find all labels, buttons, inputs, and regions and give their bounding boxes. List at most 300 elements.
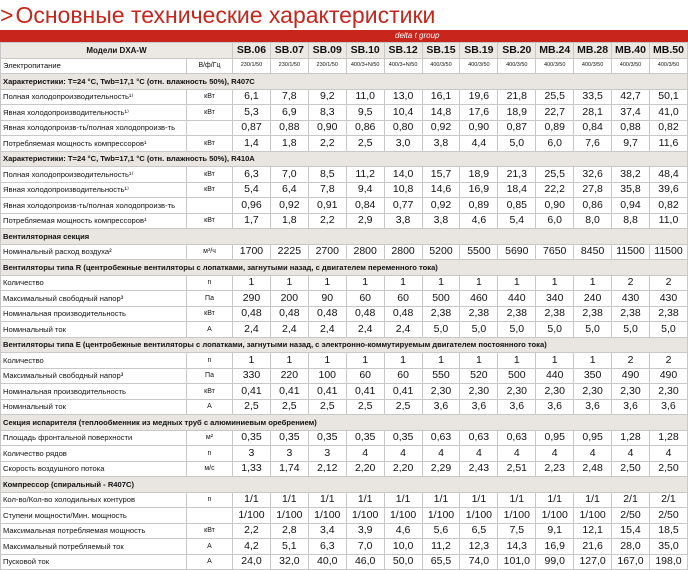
row-value: 7,8 (270, 89, 308, 105)
row-value: 430 (649, 291, 687, 307)
row-value: 3,9 (346, 523, 384, 539)
table-row (1, 120, 688, 136)
model-name: MB.24 (536, 43, 574, 59)
row-value: 2,23 (536, 461, 574, 477)
row-value: 2800 (346, 244, 384, 260)
row-value: 0,87 (233, 120, 271, 136)
row-value: 5,0 (612, 322, 650, 338)
row-value: 1 (384, 275, 422, 291)
row-value: 127,0 (574, 554, 612, 570)
model-name: SB.07 (270, 43, 308, 59)
section-title: Компрессор (спиральный - R407C) (1, 477, 688, 493)
row-value: 3 (308, 446, 346, 462)
row-value: 0,86 (574, 198, 612, 214)
model-name: SB.19 (460, 43, 498, 59)
row-value: 10,0 (384, 539, 422, 555)
row-value: 2/1 (612, 492, 650, 508)
row-value: 3 (233, 446, 271, 462)
row-label: Количество рядов (1, 446, 187, 462)
row-value: 28,0 (612, 539, 650, 555)
row-value: 0,85 (498, 198, 536, 214)
row-value: 1/1 (460, 492, 498, 508)
section-header-row (1, 229, 688, 245)
row-value: 240 (574, 291, 612, 307)
row-value: 2,30 (612, 384, 650, 400)
row-value: 39,6 (649, 182, 687, 198)
row-value: 0,41 (384, 384, 422, 400)
table-row (1, 492, 688, 508)
row-value: 1/1 (384, 492, 422, 508)
row-value: 38,2 (612, 167, 650, 183)
row-value: 101,0 (498, 554, 536, 570)
row-unit: кВт (187, 167, 233, 183)
row-value: 0,86 (346, 120, 384, 136)
row-value: 8450 (574, 244, 612, 260)
row-unit: кВт (187, 89, 233, 105)
row-value: 0,92 (270, 198, 308, 214)
row-unit: кВт (187, 105, 233, 121)
row-label: Количество (1, 353, 187, 369)
row-value: 1/100 (346, 508, 384, 524)
row-value: 0,41 (270, 384, 308, 400)
row-value: 90 (308, 291, 346, 307)
row-value: 0,95 (574, 430, 612, 446)
row-value: 0,48 (384, 306, 422, 322)
row-value: 2,38 (498, 306, 536, 322)
row-value: 5,4 (233, 182, 271, 198)
row-value: 3,6 (536, 399, 574, 415)
row-value: 2,29 (422, 461, 460, 477)
row-value: 440 (498, 291, 536, 307)
model-name: SB.20 (498, 43, 536, 59)
row-value: 99,0 (536, 554, 574, 570)
row-value: 1,4 (233, 136, 271, 152)
table-row (1, 368, 688, 384)
row-value: 1 (498, 275, 536, 291)
row-value: 2,4 (233, 322, 271, 338)
row-value: 5,0 (498, 322, 536, 338)
row-value: 7,0 (346, 539, 384, 555)
row-value: 0,63 (498, 430, 536, 446)
row-value: 4 (498, 446, 536, 462)
row-value: 8,5 (308, 167, 346, 183)
row-value: 2,30 (498, 384, 536, 400)
row-value: 5200 (422, 244, 460, 260)
section-header-row (1, 415, 688, 431)
row-label: Явная холодопроизв-ть/полная холодопроизв-ть (1, 120, 187, 136)
row-value: 0,41 (233, 384, 271, 400)
row-unit: А (187, 399, 233, 415)
row-value: 4 (346, 446, 384, 462)
row-label: Потребляемая мощность компрессоров¹ (1, 213, 187, 229)
row-value: 0,91 (308, 198, 346, 214)
row-value: 198,0 (649, 554, 687, 570)
row-value: 1 (498, 353, 536, 369)
table-row (1, 384, 688, 400)
row-value: 1 (574, 353, 612, 369)
row-value: 1 (346, 275, 384, 291)
row-value: 5500 (460, 244, 498, 260)
table-row (1, 167, 688, 183)
row-label: Номинальная производительность (1, 384, 187, 400)
row-value: 25,5 (536, 167, 574, 183)
row-value: 290 (233, 291, 271, 307)
row-unit: А (187, 554, 233, 570)
row-value: 4 (649, 446, 687, 462)
row-value: 2/50 (612, 508, 650, 524)
row-value: 2,30 (574, 384, 612, 400)
row-value: 3,0 (384, 136, 422, 152)
row-unit: В/ф/Гц (187, 58, 233, 74)
row-value: 440 (536, 368, 574, 384)
row-label: Ступени мощности/Мин. мощность (1, 508, 187, 524)
row-value: 0,95 (536, 430, 574, 446)
row-value: 8,0 (574, 213, 612, 229)
row-value: 490 (612, 368, 650, 384)
row-value: 1/1 (346, 492, 384, 508)
row-value: 0,41 (308, 384, 346, 400)
row-value: 2 (612, 353, 650, 369)
row-value: 4 (384, 446, 422, 462)
row-unit: А (187, 539, 233, 555)
row-value: 4 (422, 446, 460, 462)
model-name: MB.50 (649, 43, 687, 59)
table-row (1, 213, 688, 229)
row-value: 6,9 (270, 105, 308, 121)
row-value: 65,5 (422, 554, 460, 570)
row-value: 3,8 (384, 213, 422, 229)
row-value: 490 (649, 368, 687, 384)
row-value: 2,9 (346, 213, 384, 229)
supply-value: 230/1/50 (308, 58, 346, 74)
row-value: 3,6 (612, 399, 650, 415)
model-name: MB.40 (612, 43, 650, 59)
row-value: 4 (612, 446, 650, 462)
row-value: 27,8 (574, 182, 612, 198)
row-value: 2,12 (308, 461, 346, 477)
row-value: 32,6 (574, 167, 612, 183)
row-value: 14,3 (498, 539, 536, 555)
table-row (1, 322, 688, 338)
row-unit: м² (187, 430, 233, 446)
row-value: 3,4 (308, 523, 346, 539)
row-value: 60 (346, 368, 384, 384)
row-value: 1,8 (270, 136, 308, 152)
page-title (0, 0, 688, 30)
row-value: 35,0 (649, 539, 687, 555)
row-value: 0,63 (422, 430, 460, 446)
row-value: 1/100 (460, 508, 498, 524)
row-value: 15,4 (612, 523, 650, 539)
row-label: Максимальная потребляемая мощность (1, 523, 187, 539)
row-value: 1 (308, 353, 346, 369)
row-unit: кВт (187, 182, 233, 198)
supply-value: 400/3/50 (536, 58, 574, 74)
row-value: 167,0 (612, 554, 650, 570)
row-value: 11,0 (346, 89, 384, 105)
row-value: 9,4 (346, 182, 384, 198)
row-value: 15,7 (422, 167, 460, 183)
supply-value: 400/3/50 (498, 58, 536, 74)
spec-table (0, 42, 688, 570)
row-value: 4,6 (384, 523, 422, 539)
table-row (1, 399, 688, 415)
row-value: 3,6 (498, 399, 536, 415)
section-title: Секция испарителя (теплообменник из медных труб с алюминиевым оребрением) (1, 415, 688, 431)
row-value: 60 (384, 368, 422, 384)
section-header-row (1, 260, 688, 276)
row-value: 50,0 (384, 554, 422, 570)
row-value: 10,4 (384, 105, 422, 121)
section-title: Характеристики: T=24 °C, Twb=17,1 °C (отн. влажность 50%), R410A (1, 151, 688, 167)
row-unit (187, 198, 233, 214)
row-value: 40,0 (308, 554, 346, 570)
row-value: 1 (270, 353, 308, 369)
model-name: SB.06 (233, 43, 271, 59)
row-value: 340 (536, 291, 574, 307)
section-title: Вентиляторы типа E (центробежные вентиляторы с лопатками, загнутыми назад, с электронно-коммутируемым двигателем постоянного тока) (1, 337, 688, 353)
row-value: 0,35 (270, 430, 308, 446)
row-value: 7650 (536, 244, 574, 260)
supply-value: 400/3/50 (574, 58, 612, 74)
row-unit: n (187, 446, 233, 462)
row-value: 1700 (233, 244, 271, 260)
row-value: 11,2 (346, 167, 384, 183)
row-value: 0,35 (384, 430, 422, 446)
row-value: 1,74 (270, 461, 308, 477)
row-value: 16,9 (536, 539, 574, 555)
row-unit (187, 120, 233, 136)
row-value: 4 (460, 446, 498, 462)
row-value: 2700 (308, 244, 346, 260)
section-header-row (1, 151, 688, 167)
row-label: Полная холодопроизводительность¹⁾ (1, 89, 187, 105)
row-value: 1/100 (270, 508, 308, 524)
row-value: 4,2 (233, 539, 271, 555)
row-value: 0,82 (649, 120, 687, 136)
row-value: 0,80 (384, 120, 422, 136)
row-value: 2,5 (346, 399, 384, 415)
row-label: Номинальный ток (1, 322, 187, 338)
row-value: 520 (460, 368, 498, 384)
row-value: 1 (233, 353, 271, 369)
row-value: 0,88 (270, 120, 308, 136)
row-value: 50,1 (649, 89, 687, 105)
row-value: 1/1 (308, 492, 346, 508)
row-unit: кВт (187, 136, 233, 152)
row-value: 5,0 (460, 322, 498, 338)
row-value: 1/1 (536, 492, 574, 508)
row-value: 1/1 (574, 492, 612, 508)
row-value: 3,6 (422, 399, 460, 415)
row-value: 14,6 (422, 182, 460, 198)
row-value: 5,3 (233, 105, 271, 121)
row-value: 1/100 (498, 508, 536, 524)
row-value: 350 (574, 368, 612, 384)
row-value: 1/100 (233, 508, 271, 524)
row-value: 0,77 (384, 198, 422, 214)
row-label: Максимальный потребляемый ток (1, 539, 187, 555)
row-value: 2,38 (460, 306, 498, 322)
row-value: 1 (308, 275, 346, 291)
model-name: SB.12 (384, 43, 422, 59)
row-value: 5,0 (649, 322, 687, 338)
row-value: 0,48 (346, 306, 384, 322)
row-value: 11,0 (649, 213, 687, 229)
row-value: 21,8 (498, 89, 536, 105)
row-value: 1 (384, 353, 422, 369)
row-value: 14,0 (384, 167, 422, 183)
row-value: 2,30 (422, 384, 460, 400)
row-value: 22,2 (536, 182, 574, 198)
row-value: 21,3 (498, 167, 536, 183)
row-value: 200 (270, 291, 308, 307)
row-value: 0,84 (346, 198, 384, 214)
row-value: 1 (422, 353, 460, 369)
row-value: 3,8 (422, 213, 460, 229)
supply-value: 400/3+N/50 (346, 58, 384, 74)
row-value: 12,3 (460, 539, 498, 555)
row-value: 220 (270, 368, 308, 384)
row-value: 0,92 (422, 120, 460, 136)
row-label: Максимальный свободный напор³ (1, 368, 187, 384)
row-value: 7,0 (270, 167, 308, 183)
row-value: 2,5 (346, 136, 384, 152)
supply-value: 230/1/50 (233, 58, 271, 74)
row-value: 0,90 (536, 198, 574, 214)
row-value: 2,2 (233, 523, 271, 539)
title-text: Основные технические характеристики (15, 2, 436, 28)
row-value: 2,2 (308, 213, 346, 229)
row-value: 16,1 (422, 89, 460, 105)
row-value: 11,2 (422, 539, 460, 555)
row-value: 1 (574, 275, 612, 291)
row-value: 2,8 (270, 523, 308, 539)
supply-value: 400/3/50 (612, 58, 650, 74)
row-value: 6,3 (233, 167, 271, 183)
row-value: 16,9 (460, 182, 498, 198)
row-value: 0,96 (233, 198, 271, 214)
table-row (1, 554, 688, 570)
supply-row (1, 58, 688, 74)
row-unit: м/с (187, 461, 233, 477)
model-name: SB.10 (346, 43, 384, 59)
row-value: 0,89 (460, 198, 498, 214)
row-value: 42,7 (612, 89, 650, 105)
row-value: 10,8 (384, 182, 422, 198)
row-value: 2,51 (498, 461, 536, 477)
row-value: 9,1 (536, 523, 574, 539)
row-value: 0,35 (233, 430, 271, 446)
spec-table-body (1, 43, 688, 570)
row-value: 19,6 (460, 89, 498, 105)
table-row (1, 306, 688, 322)
supply-value: 400/3/50 (460, 58, 498, 74)
table-row (1, 275, 688, 291)
row-value: 1 (460, 353, 498, 369)
row-value: 2,38 (422, 306, 460, 322)
row-value: 2,38 (649, 306, 687, 322)
row-value: 6,0 (536, 136, 574, 152)
row-value: 1/100 (536, 508, 574, 524)
row-label: Потребляемая мощность компрессоров¹ (1, 136, 187, 152)
row-value: 7,8 (308, 182, 346, 198)
model-name: MB.28 (574, 43, 612, 59)
row-value: 1,7 (233, 213, 271, 229)
row-value: 5,0 (574, 322, 612, 338)
row-value: 500 (422, 291, 460, 307)
row-unit: кВт (187, 213, 233, 229)
row-value: 0,90 (460, 120, 498, 136)
row-label: Скорость воздушного потока (1, 461, 187, 477)
row-value: 3,8 (422, 136, 460, 152)
supply-value: 400/3/50 (649, 58, 687, 74)
row-value: 6,3 (308, 539, 346, 555)
row-value: 2,30 (460, 384, 498, 400)
row-value: 2,4 (308, 322, 346, 338)
row-label: Кол-во/Кол-во холодильных контуров (1, 492, 187, 508)
row-value: 1/100 (422, 508, 460, 524)
row-value: 1,33 (233, 461, 271, 477)
row-unit: кВт (187, 384, 233, 400)
row-value: 2,43 (460, 461, 498, 477)
row-value: 18,5 (649, 523, 687, 539)
row-value: 2,30 (649, 384, 687, 400)
row-unit (187, 508, 233, 524)
row-value: 18,4 (498, 182, 536, 198)
row-value: 6,0 (536, 213, 574, 229)
row-value: 24,0 (233, 554, 271, 570)
row-value: 1/100 (574, 508, 612, 524)
table-row (1, 198, 688, 214)
row-unit: n (187, 492, 233, 508)
table-row (1, 539, 688, 555)
row-label: Полная холодопроизводительность¹⁾ (1, 167, 187, 183)
row-value: 2,5 (384, 399, 422, 415)
row-value: 0,90 (308, 120, 346, 136)
brand-bar (0, 30, 688, 42)
row-value: 2/1 (649, 492, 687, 508)
row-value: 5,0 (536, 322, 574, 338)
row-value: 2,50 (649, 461, 687, 477)
section-title: Характеристики: T=24 °C, Twb=17,1 °C (отн. влажность 50%), R407C (1, 74, 688, 90)
model-name: SB.15 (422, 43, 460, 59)
row-value: 22,7 (536, 105, 574, 121)
row-value: 2,38 (536, 306, 574, 322)
row-value: 2,5 (308, 399, 346, 415)
row-value: 1/100 (384, 508, 422, 524)
row-value: 9,5 (346, 105, 384, 121)
row-value: 7,6 (574, 136, 612, 152)
table-row (1, 508, 688, 524)
row-label: Количество (1, 275, 187, 291)
row-value: 330 (233, 368, 271, 384)
row-value: 1 (233, 275, 271, 291)
table-row (1, 523, 688, 539)
table-row (1, 105, 688, 121)
row-value: 2,4 (384, 322, 422, 338)
row-value: 0,88 (612, 120, 650, 136)
row-value: 46,0 (346, 554, 384, 570)
row-value: 2,38 (612, 306, 650, 322)
row-value: 33,5 (574, 89, 612, 105)
row-value: 1 (346, 353, 384, 369)
row-unit: Па (187, 291, 233, 307)
row-value: 8,8 (612, 213, 650, 229)
row-value: 6,5 (460, 523, 498, 539)
row-value: 0,48 (233, 306, 271, 322)
row-unit: n (187, 275, 233, 291)
